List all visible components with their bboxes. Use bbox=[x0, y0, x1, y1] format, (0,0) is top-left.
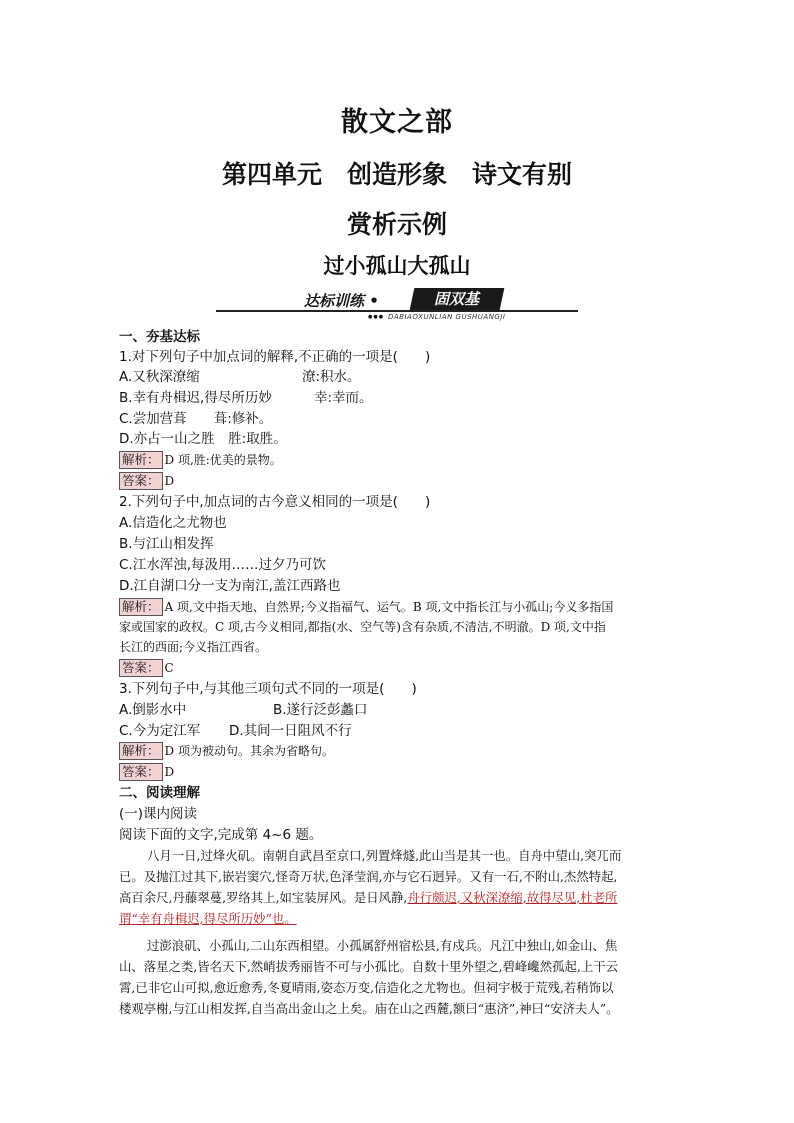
q1-answer bbox=[119, 472, 174, 490]
q1-option-a-gloss: 潦:积水。 bbox=[302, 369, 361, 385]
q3-option-c: C.今为定江军 bbox=[119, 723, 201, 739]
banner-dots-icon: ●●● bbox=[368, 314, 385, 320]
part1-heading: 一、夯基达标 bbox=[119, 329, 200, 345]
passage-p1-line1: 八月一日,过烽火矶。南朝自武昌至京口,列置烽燧,此山当是其一也。自舟中望山,突兀而 bbox=[147, 848, 622, 863]
part-title: 散文之部 bbox=[341, 107, 453, 138]
explanation-tag: 解析： bbox=[119, 451, 163, 469]
q3-option-d: D.其间一日阻风不行 bbox=[229, 723, 352, 739]
reading-instructions: 阅读下面的文字,完成第 4~6 题。 bbox=[119, 827, 323, 843]
explanation-tag: 解析： bbox=[119, 742, 163, 760]
essay-title: 过小孤山大孤山 bbox=[323, 254, 471, 278]
q3-explanation bbox=[119, 742, 334, 760]
q1-option-b: B.幸有舟楫迟,得尽所历妙 bbox=[119, 390, 272, 406]
explanation-tag: 解析： bbox=[119, 598, 163, 616]
q1-option-b-gloss: 幸:幸而。 bbox=[314, 390, 373, 406]
part2-heading: 二、阅读理解 bbox=[119, 785, 200, 801]
q2-explanation bbox=[119, 598, 613, 616]
passage-highlight: 舟行颇迟,又秋深潦缩,故得尽见,杜老所 bbox=[407, 890, 618, 905]
q1-explanation bbox=[119, 451, 282, 469]
q3-option-a: A.倒影水中 bbox=[119, 702, 187, 718]
passage-p2-line2: 山、落星之类,皆名天下,然峭拔秀丽皆不可与小孤比。自数十里外望之,碧峰巉然孤起,上干云 bbox=[119, 959, 618, 974]
banner-rule bbox=[216, 310, 578, 312]
passage-p2-line1: 过澎浪矶、小孤山,二山东西相望。小孤属舒州宿松县,有戍兵。凡江中独山,如金山、焦 bbox=[147, 938, 618, 953]
section-title: 赏析示例 bbox=[346, 210, 447, 239]
q3-answer-text: D bbox=[164, 765, 175, 779]
banner-label: 达标训练 • bbox=[304, 292, 379, 310]
q2-option-d: D.江自湖口分一支为南江,盖江西路也 bbox=[119, 578, 341, 594]
q2-explanation-line3: 长江的西面;今义指江西省。 bbox=[119, 640, 268, 654]
answer-tag: 答案： bbox=[119, 659, 163, 677]
answer-tag: 答案： bbox=[119, 472, 163, 490]
q2-answer bbox=[119, 659, 174, 677]
banner-badge bbox=[410, 288, 505, 310]
part2-subheading: (一)课内阅读 bbox=[119, 806, 198, 822]
q3-explanation-text: D 项为被动句。其余为省略句。 bbox=[164, 744, 334, 758]
passage-p2-line3: 霄,已非它山可拟,愈近愈秀,冬夏晴雨,姿态万变,信造化之尤物也。但祠宇极于荒残,若稍饰以 bbox=[119, 980, 614, 995]
q2-answer-text: C bbox=[164, 661, 174, 675]
passage-p1-line3-text: 高百余尺,丹藤翠蔓,罗络其上,如宝装屏风。是日风静, bbox=[119, 890, 408, 905]
q3-option-b: B.遂行泛彭蠡口 bbox=[273, 702, 368, 718]
q1-option-c: C.尝加营葺 葺:修补。 bbox=[119, 411, 273, 427]
answer-tag: 答案： bbox=[119, 763, 163, 781]
q2-option-c: C.江水浑浊,每汲用……过夕乃可饮 bbox=[119, 557, 327, 573]
q2-option-a: A.信造化之尤物也 bbox=[119, 515, 227, 531]
passage-p1-line3 bbox=[119, 888, 617, 908]
training-banner bbox=[216, 286, 578, 322]
q1-option-a: A.又秋深潦缩 bbox=[119, 369, 200, 385]
passage-p2-line4: 楼观亭榭,与江山相发挥,自当高出金山之上矣。庙在山之西麓,额曰“惠济”,神曰“安济夫人”。 bbox=[119, 1001, 619, 1016]
banner-pinyin: DABIAOXUNLIAN GUSHUANGJI bbox=[388, 313, 506, 321]
q2-explanation-line2: 家或国家的政权。C 项,古今义相同,都指(水、空气等)含有杂质,不清洁,不明澈。D 项,文中指 bbox=[119, 620, 606, 634]
q2-stem: 2.下列句子中,加点词的古今意义相同的一项是( ) bbox=[119, 494, 431, 510]
q3-answer bbox=[119, 763, 174, 781]
q1-explanation-text: D 项,胜:优美的景物。 bbox=[164, 453, 282, 467]
q1-stem: 1.对下列句子中加点词的解释,不正确的一项是( ) bbox=[119, 349, 431, 365]
q2-option-b: B.与江山相发挥 bbox=[119, 536, 214, 552]
q2-explanation-line1: A 项,文中指天地、自然界;今义指福气、运气。B 项,文中指长江与小孤山;今义多指国 bbox=[164, 600, 614, 614]
q1-option-d: D.亦占一山之胜 胜:取胜。 bbox=[119, 431, 287, 447]
q1-answer-text: D bbox=[164, 474, 175, 488]
passage-p1-line4 bbox=[119, 909, 297, 929]
passage-highlight: 谓“幸有舟楫迟,得尽所历妙”也。 bbox=[119, 911, 297, 926]
passage-p1-line2: 已。及抛江过其下,嵌岩窦穴,怪奇万状,色泽莹润,亦与它石迥异。又有一石,不附山,杰然特起, bbox=[119, 869, 618, 884]
unit-title: 第四单元 创造形象 诗文有别 bbox=[221, 160, 572, 189]
q3-stem: 3.下列句子中,与其他三项句式不同的一项是( ) bbox=[119, 681, 417, 697]
banner-badge-text: 固双基 bbox=[434, 290, 480, 308]
